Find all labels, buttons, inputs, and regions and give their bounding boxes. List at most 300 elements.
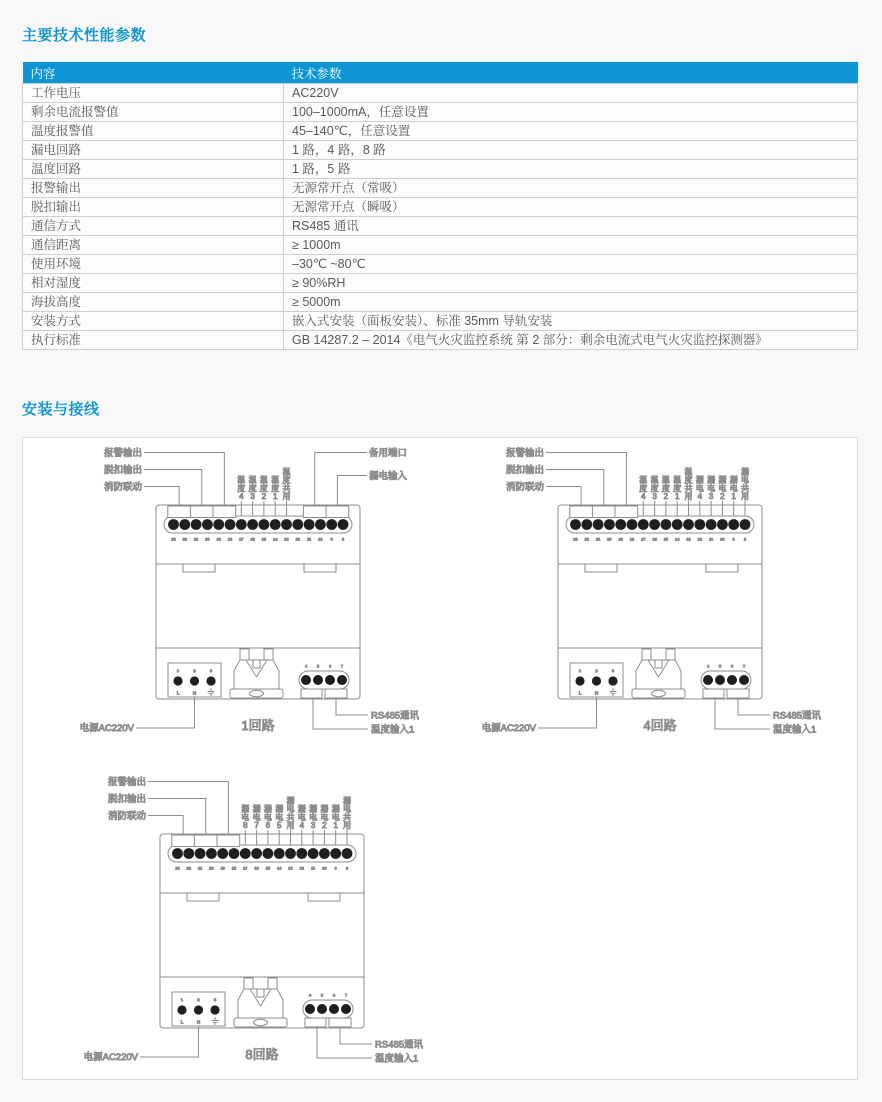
column-label-char: 度 (282, 475, 291, 485)
power-terminal (575, 676, 584, 685)
spec-name: 使用环境 (23, 255, 284, 274)
specs-header-row (23, 62, 858, 84)
power-terminal-letter: N (192, 690, 197, 696)
column-label-char: 温 (639, 475, 648, 485)
column-label-char: 用 (343, 821, 351, 830)
comm-terminal-number: 7 (344, 993, 348, 998)
terminal-number: 11 (709, 537, 714, 542)
body-tab (706, 564, 738, 572)
terminal-number: 10 (720, 537, 725, 542)
label-line (148, 799, 206, 836)
comm-terminal (325, 675, 335, 685)
power-terminal (190, 676, 199, 685)
rs485-label: RS485通讯 (375, 1039, 424, 1051)
top-bracket (326, 506, 349, 518)
spec-name: 海拔高度 (23, 293, 284, 312)
column-label-char: 电 (331, 812, 340, 822)
body-tab (187, 893, 219, 901)
terminal-number: 16 (250, 537, 255, 542)
device-caption: 8回路 (245, 1047, 279, 1062)
column-label-char: 漏 (309, 804, 318, 814)
terminal-number: 16 (652, 537, 657, 542)
comm-terminal (317, 1004, 327, 1014)
specs-col-header-name: 内容 (23, 62, 284, 84)
column-label-char: 度 (673, 483, 682, 493)
column-label-char: 度 (237, 483, 246, 493)
column-label-char: 漏 (275, 804, 284, 814)
terminal (229, 848, 240, 859)
terminal-number: 11 (311, 866, 316, 871)
column-label-char: 共 (684, 483, 693, 493)
column-label-char: 共 (343, 812, 351, 822)
terminal (570, 519, 581, 530)
column-label-char: 用 (286, 821, 295, 830)
column-label-char: 漏 (286, 796, 295, 806)
column-label-char: 电 (741, 475, 749, 485)
power-terminal (608, 676, 617, 685)
column-label-char: 漏 (695, 475, 704, 485)
spec-name: 安装方式 (23, 312, 284, 331)
terminal-number: 17 (239, 537, 244, 542)
column-label-char: 8 (243, 821, 248, 830)
rs485-label: RS485通讯 (371, 710, 420, 722)
terminal (649, 519, 660, 530)
spec-row (23, 160, 858, 179)
spec-row (23, 179, 858, 198)
spec-row (23, 331, 858, 350)
section-title-specs: 主要技术性能参数 (22, 27, 147, 44)
column-label-char: 3 (652, 492, 657, 501)
column-label-char: 5 (276, 821, 282, 830)
spec-name: 温度报警值 (23, 122, 284, 141)
column-label-char: 度 (661, 483, 670, 493)
power-terminal (592, 676, 601, 685)
terminal (281, 519, 292, 530)
wiring-label: 报警输出 (103, 448, 142, 459)
spec-name: 报警输出 (23, 179, 284, 198)
body-tab (183, 564, 215, 572)
column-label-char: 漏 (297, 804, 306, 814)
power-terminal-letter: L (176, 690, 180, 696)
terminal (217, 848, 228, 859)
terminal-number: 13 (686, 537, 691, 542)
column-label-char: 2 (720, 492, 725, 501)
spec-name: 漏电回路 (23, 141, 284, 160)
column-label-char: 共 (741, 483, 749, 493)
column-label-char: 3 (310, 821, 316, 830)
column-label-char: 4 (641, 492, 646, 501)
top-bracket (194, 835, 217, 847)
temp-input-label: 温度输入1 (371, 724, 415, 736)
spec-name: 工作电压 (23, 84, 284, 103)
power-supply-label: 电源AC220V (79, 723, 134, 734)
terminal-number: 22 (584, 537, 589, 542)
label-line (546, 453, 626, 507)
terminal-number: 12 (295, 537, 300, 542)
terminal-number: 22 (182, 537, 187, 542)
terminal-number: 20 (205, 537, 210, 542)
top-bracket (592, 506, 615, 518)
comm-terminal (739, 675, 749, 685)
wiring-label: 消防联动 (103, 482, 142, 493)
comm-bracket (301, 689, 322, 698)
terminal-number: 11 (307, 537, 312, 542)
terminal-number: 10 (322, 866, 327, 871)
comm-terminal-number: 5 (320, 993, 324, 998)
label-line (313, 698, 368, 729)
terminal (247, 519, 258, 530)
terminal (315, 519, 326, 530)
terminal-number: 19 (618, 537, 623, 542)
wiring-diagram-8-loop (65, 772, 465, 1072)
spec-name: 执行标准 (23, 331, 284, 350)
body-tab (308, 893, 340, 901)
comm-terminal (703, 675, 713, 685)
spec-row (23, 274, 858, 293)
terminal-number: 14 (273, 537, 278, 542)
terminal-number: 20 (607, 537, 612, 542)
terminal-number: 9 (330, 537, 333, 542)
spec-row (23, 198, 858, 217)
column-label-char: 电 (275, 812, 284, 822)
body-tab (304, 564, 336, 572)
terminal-number: 8 (341, 537, 345, 542)
column-label-char: 电 (263, 812, 272, 822)
power-terminal (194, 1005, 203, 1014)
spec-name: 通信方式 (23, 217, 284, 236)
top-bracket (303, 506, 326, 518)
label-line (144, 470, 202, 507)
terminal-number: 13 (288, 866, 293, 871)
power-terminal-number: 1 (180, 997, 184, 1002)
terminal-number: 14 (277, 866, 282, 871)
terminal-number: 18 (227, 537, 233, 542)
column-label-char: 2 (261, 492, 267, 501)
wiring-label: 备用端口 (369, 448, 408, 459)
column-label-char: 度 (271, 483, 280, 493)
terminal-number: 21 (197, 866, 203, 871)
column-label-char: 温 (271, 475, 280, 485)
comm-terminal-number: 5 (316, 664, 320, 669)
spec-value: GB 14287.2 – 2014《电气火灾监控系统 第 2 部分：剩余电流式电气火灾监控探测器》 (284, 331, 858, 350)
terminal (338, 519, 349, 530)
column-label-char: 共 (286, 812, 295, 822)
spec-value: 100–1000mA，任意设置 (284, 103, 858, 122)
spec-row (23, 236, 858, 255)
terminal-number: 18 (231, 866, 237, 871)
column-label-char: 度 (248, 483, 257, 493)
column-label-char: 4 (299, 821, 305, 830)
comm-terminal (329, 1004, 339, 1014)
column-label-char: 度 (684, 475, 693, 485)
terminal-number: 12 (299, 866, 304, 871)
specs-col-header-value: 技术参数 (284, 62, 858, 84)
spec-value: RS485 通讯 (284, 217, 858, 236)
comm-terminal-number: 6 (328, 664, 332, 669)
terminal-number: 21 (595, 537, 601, 542)
terminal (706, 519, 717, 530)
comm-bracket (727, 689, 749, 698)
terminal-number: 15 (663, 537, 669, 542)
power-terminal-number: 3 (209, 668, 213, 673)
power-terminal-letter: N (594, 690, 599, 696)
terminal-number: 23 (175, 866, 180, 871)
comm-bracket (305, 1018, 326, 1027)
column-label-char: 漏 (729, 475, 738, 485)
terminal (304, 519, 315, 530)
terminal-number: 18 (629, 537, 635, 542)
terminal-number: 17 (243, 866, 248, 871)
top-bracket (213, 506, 236, 518)
column-label-char: 温 (661, 475, 670, 485)
comm-terminal (313, 675, 323, 685)
comm-terminal-number: 6 (730, 664, 734, 669)
column-label-char: 度 (639, 483, 648, 493)
terminal-number: 8 (345, 866, 349, 871)
terminal-number: 8 (743, 537, 747, 542)
label-line (337, 476, 367, 507)
terminal (285, 848, 296, 859)
column-label-char: 电 (729, 483, 738, 493)
spec-value: 嵌入式安装（面板安装）、标准 35mm 导轨安装 (284, 312, 858, 331)
terminal-number: 15 (261, 537, 267, 542)
column-label-char: 漏 (320, 804, 329, 814)
top-bracket (615, 506, 638, 518)
label-line (144, 487, 179, 507)
power-terminal (210, 1005, 219, 1014)
terminal (728, 519, 739, 530)
column-label-char: 度 (650, 483, 659, 493)
spec-value: 无源常开点（瞬吸） (284, 198, 858, 217)
terminal (593, 519, 604, 530)
terminal (661, 519, 672, 530)
terminal-number: 22 (186, 866, 191, 871)
comm-terminal (341, 1004, 351, 1014)
wiring-label: 报警输出 (107, 777, 146, 788)
column-label-char: 电 (241, 812, 250, 822)
body-tab (585, 564, 617, 572)
label-line (340, 1027, 372, 1044)
terminal (717, 519, 728, 530)
column-label-char: 4 (697, 492, 703, 501)
comm-terminal (727, 675, 737, 685)
column-label-char: 电 (695, 483, 704, 493)
terminal (326, 519, 337, 530)
power-terminal (206, 676, 215, 685)
spec-name: 温度回路 (23, 160, 284, 179)
label-line (148, 816, 183, 836)
power-terminal-number: 3 (213, 997, 217, 1002)
column-label-char: 1 (272, 492, 278, 501)
spec-row (23, 217, 858, 236)
terminal-number: 16 (254, 866, 259, 871)
spec-row (23, 84, 858, 103)
column-label-char: 电 (309, 812, 318, 822)
terminal-number: 10 (318, 537, 323, 542)
power-supply-label: 电源AC220V (481, 723, 536, 734)
comm-terminal (305, 1004, 315, 1014)
terminal-number: 23 (573, 537, 578, 542)
temp-input-label: 温度输入1 (773, 724, 817, 736)
column-label-char: 漏 (343, 796, 351, 806)
comm-terminal-number: 4 (308, 993, 312, 998)
column-label-char: 电 (286, 804, 295, 814)
terminal (292, 519, 303, 530)
power-terminal-number: 1 (578, 668, 582, 673)
comm-bracket (325, 689, 347, 698)
power-terminal-number: 2 (193, 668, 196, 673)
terminal (213, 519, 224, 530)
spec-value: 1 路，5 路 (284, 160, 858, 179)
section-title-wiring: 安装与接线 (22, 401, 100, 418)
terminal (168, 519, 179, 530)
terminal (195, 848, 206, 859)
column-label-char: 用 (741, 492, 749, 501)
column-label-char: 漏 (263, 804, 272, 814)
wiring-label: 漏电输入 (369, 471, 408, 482)
column-label-char: 电 (718, 483, 727, 493)
column-label-char: 漏 (241, 804, 250, 814)
comm-terminal-number: 4 (706, 664, 710, 669)
label-line (140, 1026, 199, 1057)
column-label-char: 电 (320, 812, 329, 822)
column-label-char: 3 (708, 492, 714, 501)
column-label-char: 2 (322, 821, 327, 830)
comm-terminal-number: 7 (340, 664, 344, 669)
terminal (251, 848, 262, 859)
terminal (683, 519, 694, 530)
terminal-number: 13 (284, 537, 289, 542)
terminal (259, 519, 270, 530)
column-label-char: 2 (663, 492, 669, 501)
column-label-char: 温 (684, 467, 693, 477)
spec-value: ≥ 90%RH (284, 274, 858, 293)
column-label-char: 4 (239, 492, 244, 501)
terminal (274, 848, 285, 859)
spec-name: 相对湿度 (23, 274, 284, 293)
terminal (627, 519, 638, 530)
terminal (672, 519, 683, 530)
column-label-char: 温 (673, 475, 682, 485)
comm-terminal (337, 675, 347, 685)
column-label-char: 1 (333, 821, 338, 830)
column-label-char: 用 (282, 492, 291, 501)
column-label-char: 电 (297, 812, 306, 822)
wiring-diagram-4-loop (463, 443, 863, 743)
column-label-char: 温 (237, 475, 246, 485)
terminal (694, 519, 705, 530)
power-terminal-number: 2 (197, 997, 200, 1002)
spec-row (23, 122, 858, 141)
column-label-char: 电 (343, 804, 351, 814)
wiring-diagrams-panel (22, 437, 858, 1080)
terminal (172, 848, 183, 859)
terminal-number: 17 (641, 537, 646, 542)
comm-terminal-number: 7 (742, 664, 746, 669)
terminal (263, 848, 274, 859)
comm-terminal-number: 6 (332, 993, 336, 998)
label-line (546, 470, 604, 507)
comm-terminal (715, 675, 725, 685)
column-label-char: 1 (731, 492, 736, 501)
device-drawing (482, 447, 822, 736)
device-caption: 4回路 (643, 718, 677, 733)
terminal-number: 23 (171, 537, 176, 542)
temp-input-label: 温度输入1 (375, 1053, 419, 1065)
column-label-char: 漏 (707, 475, 716, 485)
terminal-number: 12 (697, 537, 702, 542)
top-bracket (570, 506, 593, 518)
column-label-char: 度 (259, 483, 268, 493)
top-bracket (168, 506, 191, 518)
terminal (740, 519, 751, 530)
column-label-char: 6 (265, 821, 271, 830)
wiring-label: 消防联动 (505, 482, 544, 493)
label-line (315, 453, 367, 507)
top-bracket (217, 835, 240, 847)
spec-row (23, 103, 858, 122)
terminal-number: 9 (732, 537, 735, 542)
wiring-label: 脱扣输出 (107, 794, 146, 805)
spec-row (23, 141, 858, 160)
terminal-number: 15 (265, 866, 271, 871)
spec-value: –30℃ ~80℃ (284, 255, 858, 274)
column-label-char: 温 (248, 475, 257, 485)
column-label-char: 用 (684, 492, 693, 501)
terminal (202, 519, 213, 530)
power-terminal-letter: N (196, 1019, 201, 1025)
comm-bracket (703, 689, 724, 698)
comm-bracket (329, 1018, 351, 1027)
wiring-label: 脱扣输出 (505, 465, 544, 476)
device-caption: 1回路 (241, 718, 275, 733)
column-label-char: 温 (259, 475, 268, 485)
terminal-number: 21 (193, 537, 199, 542)
terminal (236, 519, 247, 530)
terminal (225, 519, 236, 530)
label-line (148, 782, 228, 836)
column-label-char: 7 (254, 821, 259, 830)
column-label-char: 漏 (252, 804, 261, 814)
label-line (538, 697, 597, 728)
terminal-number: 20 (209, 866, 214, 871)
power-supply-label: 电源AC220V (83, 1052, 138, 1063)
terminal (308, 848, 319, 859)
terminal (319, 848, 330, 859)
terminal (179, 519, 190, 530)
terminal (330, 848, 341, 859)
wiring-diagram-1-loop (61, 443, 461, 743)
column-label-char: 共 (282, 483, 291, 493)
terminal (191, 519, 202, 530)
spec-row (23, 255, 858, 274)
device-drawing (80, 447, 420, 736)
power-terminal (177, 1005, 186, 1014)
power-terminal-number: 1 (176, 668, 180, 673)
terminal-number: 19 (220, 866, 225, 871)
spec-value: 45–140℃，任意设置 (284, 122, 858, 141)
label-line (317, 1027, 372, 1058)
terminal-number: 14 (675, 537, 680, 542)
column-label-char: 电 (707, 483, 716, 493)
label-line (336, 698, 368, 715)
label-line (546, 487, 581, 507)
top-bracket (190, 506, 213, 518)
comm-terminal (301, 675, 311, 685)
spec-name: 脱扣输出 (23, 198, 284, 217)
terminal (615, 519, 626, 530)
power-terminal-letter: L (578, 690, 582, 696)
